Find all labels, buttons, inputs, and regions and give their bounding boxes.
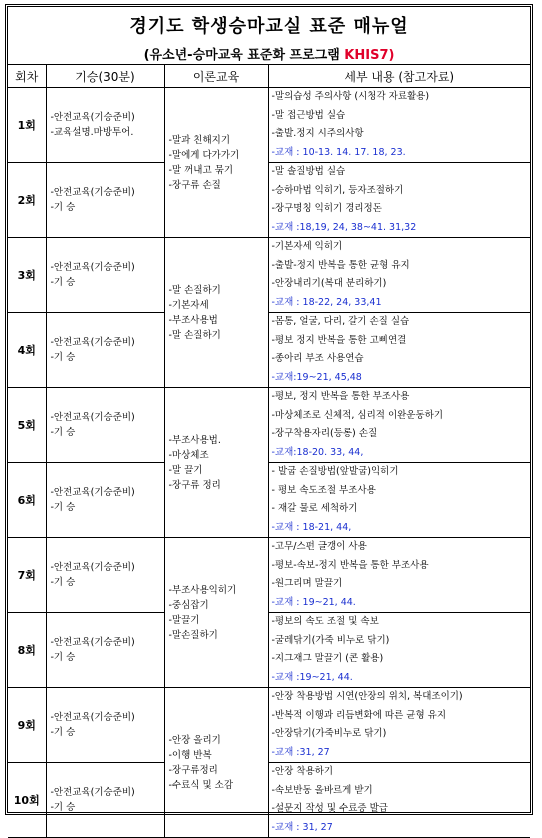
riding-item: -안전교육(기승준비) bbox=[50, 487, 135, 498]
riding-cell bbox=[46, 388, 164, 463]
header-details: 세부 내용 (참고자료) bbox=[268, 65, 530, 88]
session-number: 1회 bbox=[8, 88, 46, 163]
reference-text: -교재 :19~21, 44. bbox=[271, 671, 353, 683]
session-number: 6회 bbox=[8, 463, 46, 538]
detail-item: -기본자세 익히기 bbox=[271, 241, 343, 252]
riding-item: -기 승 bbox=[50, 277, 76, 288]
riding-item: -기 승 bbox=[50, 202, 76, 213]
detail-item: -평보, 정지 반복을 통한 부조사용 bbox=[271, 391, 410, 402]
riding-item: -기 승 bbox=[50, 577, 76, 588]
detail-cell bbox=[268, 388, 530, 463]
reference-text: -교재 :18,19, 24, 38~41. 31,32 bbox=[271, 221, 417, 233]
curriculum-body bbox=[8, 88, 530, 838]
subtitle-text: (유소년-승마교육 표준화 프로그램 bbox=[143, 48, 340, 63]
theory-item: -기본자세 bbox=[168, 299, 209, 311]
riding-item: -안전교육(기승준비) bbox=[50, 637, 135, 648]
session-row bbox=[8, 688, 530, 763]
manual-sheet bbox=[5, 4, 533, 833]
detail-item: -말 솔질방법 실습 bbox=[271, 166, 346, 177]
session-number: 5회 bbox=[8, 388, 46, 463]
theory-item: -말에게 다가가기 bbox=[168, 149, 240, 161]
program-code: KHIS7) bbox=[344, 48, 395, 63]
detail-item: -지그재그 말끌기 (콘 활용) bbox=[271, 653, 384, 664]
theory-item: -말과 친해지기 bbox=[168, 134, 231, 146]
detail-item: -장구명칭 익히기 경리정돈 bbox=[271, 203, 382, 214]
theory-item: -말손질하기 bbox=[168, 629, 218, 641]
detail-item: -원그리며 말끌기 bbox=[271, 578, 343, 589]
detail-item: -종아리 부조 사용연습 bbox=[271, 353, 364, 364]
riding-item: -기 승 bbox=[50, 502, 76, 513]
theory-item: -장구류 손질 bbox=[168, 179, 221, 191]
document-subtitle bbox=[8, 44, 530, 63]
session-row bbox=[8, 463, 530, 538]
theory-item: -수료식 및 소감 bbox=[168, 779, 234, 791]
theory-item: -부조사용익히기 bbox=[168, 584, 237, 596]
detail-item: -장구착용자리(등롱) 손질 bbox=[271, 428, 378, 439]
theory-cell bbox=[164, 538, 268, 688]
session-row bbox=[8, 88, 530, 163]
detail-item: -평보-속보-정지 반복을 통한 부조사용 bbox=[271, 559, 429, 571]
theory-item: -이행 반복 bbox=[168, 749, 212, 761]
reference-text: -교재 : 19~21, 44. bbox=[271, 596, 356, 608]
header-theory: 이론교육 bbox=[164, 65, 268, 88]
detail-item: -안장닦기(가죽비누로 닦기) bbox=[271, 728, 387, 739]
document-title: 경기도 학생승마교실 표준 매뉴얼 bbox=[129, 16, 409, 37]
title-box bbox=[8, 7, 530, 65]
theory-cell bbox=[164, 238, 268, 388]
session-number: 4회 bbox=[8, 313, 46, 388]
riding-item: -기 승 bbox=[50, 727, 76, 738]
detail-item: -승하마법 익히기, 등자조절하기 bbox=[271, 184, 404, 196]
detail-item: -반복적 이행과 리듬변화에 따른 균형 유지 bbox=[271, 709, 447, 721]
session-row bbox=[8, 538, 530, 613]
riding-item: -안전교육(기승준비) bbox=[50, 712, 135, 723]
theory-item: -말 끌기 bbox=[168, 464, 203, 476]
session-number: 3회 bbox=[8, 238, 46, 313]
session-row bbox=[8, 613, 530, 688]
riding-item: -기 승 bbox=[50, 427, 76, 438]
detail-cell bbox=[268, 688, 530, 763]
detail-item: -속보반동 올바르게 받기 bbox=[271, 784, 373, 796]
session-row bbox=[8, 163, 530, 238]
riding-cell bbox=[46, 313, 164, 388]
riding-item: -안전교육(기승준비) bbox=[50, 787, 135, 798]
theory-cell bbox=[164, 388, 268, 538]
detail-cell bbox=[268, 238, 530, 313]
detail-cell bbox=[268, 463, 530, 538]
riding-item: -기 승 bbox=[50, 352, 76, 363]
reference-text: -교재:18-20. 33, 44, bbox=[271, 446, 364, 458]
detail-item: -평보 정지 반복을 통한 고삐연결 bbox=[271, 334, 407, 346]
riding-item: -기 승 bbox=[50, 802, 76, 813]
detail-item: - 재갈 물로 세척하기 bbox=[271, 503, 358, 514]
theory-item: -말 꺼내고 묶기 bbox=[168, 164, 234, 176]
session-number: 10회 bbox=[8, 763, 46, 838]
riding-item: -안전교육(기승준비) bbox=[50, 337, 135, 348]
theory-item: -마상체조 bbox=[168, 449, 209, 461]
reference-text: -교재 : 18-22, 24, 33,41 bbox=[271, 296, 382, 308]
theory-item: -말 손질하기 bbox=[168, 329, 221, 341]
theory-item: -말끌기 bbox=[168, 614, 200, 626]
detail-item: -굴레닦기(가죽 비누로 닦기) bbox=[271, 634, 390, 646]
session-row bbox=[8, 238, 530, 313]
riding-cell bbox=[46, 463, 164, 538]
riding-item: -안전교육(기승준비) bbox=[50, 187, 135, 198]
riding-item: -교육설명.마방투어. bbox=[50, 127, 134, 138]
session-number: 8회 bbox=[8, 613, 46, 688]
detail-cell bbox=[268, 538, 530, 613]
riding-item: -기 승 bbox=[50, 652, 76, 663]
session-number: 9회 bbox=[8, 688, 46, 763]
riding-item: -안전교육(기승준비) bbox=[50, 262, 135, 273]
session-row bbox=[8, 313, 530, 388]
detail-cell bbox=[268, 88, 530, 163]
riding-cell bbox=[46, 538, 164, 613]
reference-text: -교재 : 18-21, 44, bbox=[271, 521, 352, 533]
detail-cell bbox=[268, 313, 530, 388]
detail-item: -안장내리기(복대 분리하기) bbox=[271, 278, 387, 289]
detail-item: -출발-정지 반복을 통한 균형 유지 bbox=[271, 259, 410, 271]
reference-text: -교재 : 10-13. 14. 17. 18, 23. bbox=[271, 146, 406, 158]
detail-item: - 평보 속도조절 부조사용 bbox=[271, 484, 376, 496]
theory-item: -장구류정리 bbox=[168, 764, 218, 776]
detail-item: -평보의 속도 조절 및 속보 bbox=[271, 616, 379, 627]
detail-cell bbox=[268, 613, 530, 688]
curriculum-table bbox=[8, 65, 530, 838]
header-riding: 기승(30분) bbox=[46, 65, 164, 88]
detail-cell bbox=[268, 163, 530, 238]
riding-cell bbox=[46, 238, 164, 313]
detail-item: -출발.정지 시주의사항 bbox=[271, 128, 364, 139]
session-number: 2회 bbox=[8, 163, 46, 238]
reference-text: -교재 :31, 27 bbox=[271, 746, 330, 758]
riding-cell bbox=[46, 163, 164, 238]
riding-cell bbox=[46, 88, 164, 163]
riding-item: -안전교육(기승준비) bbox=[50, 562, 135, 573]
detail-item: -설문지 작성 및 수료증 발급 bbox=[271, 803, 388, 814]
theory-item: -부조사용법. bbox=[168, 434, 221, 446]
header-session: 회차 bbox=[8, 65, 46, 88]
detail-item: -말 접근방법 실습 bbox=[271, 109, 346, 121]
detail-cell bbox=[268, 763, 530, 838]
riding-cell bbox=[46, 763, 164, 838]
detail-item: -안장 착용방법 시연(안장의 위치, 복대조이기) bbox=[271, 691, 463, 702]
detail-item: -말의습성 주의사항 (시청각 자료활용) bbox=[271, 91, 430, 102]
detail-item: -몸통, 얼굴, 다리, 갈기 손질 실습 bbox=[271, 316, 410, 327]
theory-item: -중심잡기 bbox=[168, 599, 209, 611]
riding-cell bbox=[46, 688, 164, 763]
detail-item: - 발굽 손질방법(앞발굽)익히기 bbox=[271, 466, 399, 477]
detail-item: -마상체조로 신체적, 심리적 이완운동하기 bbox=[271, 409, 444, 421]
session-row bbox=[8, 763, 530, 838]
theory-item: -부조사용법 bbox=[168, 314, 218, 326]
detail-item: -안장 착용하기 bbox=[271, 766, 334, 777]
riding-item: -안전교육(기승준비) bbox=[50, 112, 135, 123]
detail-item: -고무/스펀 글갱이 사용 bbox=[271, 541, 367, 552]
session-number: 7회 bbox=[8, 538, 46, 613]
theory-item: -안장 올리기 bbox=[168, 734, 221, 746]
theory-item: -장구류 정리 bbox=[168, 479, 221, 491]
session-row bbox=[8, 388, 530, 463]
header-row bbox=[8, 65, 530, 88]
theory-item: -말 손질하기 bbox=[168, 284, 221, 296]
riding-item: -안전교육(기승준비) bbox=[50, 412, 135, 423]
riding-cell bbox=[46, 613, 164, 688]
theory-cell bbox=[164, 688, 268, 838]
reference-text: -교재 : 31, 27 bbox=[271, 821, 333, 833]
theory-cell bbox=[164, 88, 268, 238]
reference-text: -교재:19~21, 45,48 bbox=[271, 371, 362, 383]
